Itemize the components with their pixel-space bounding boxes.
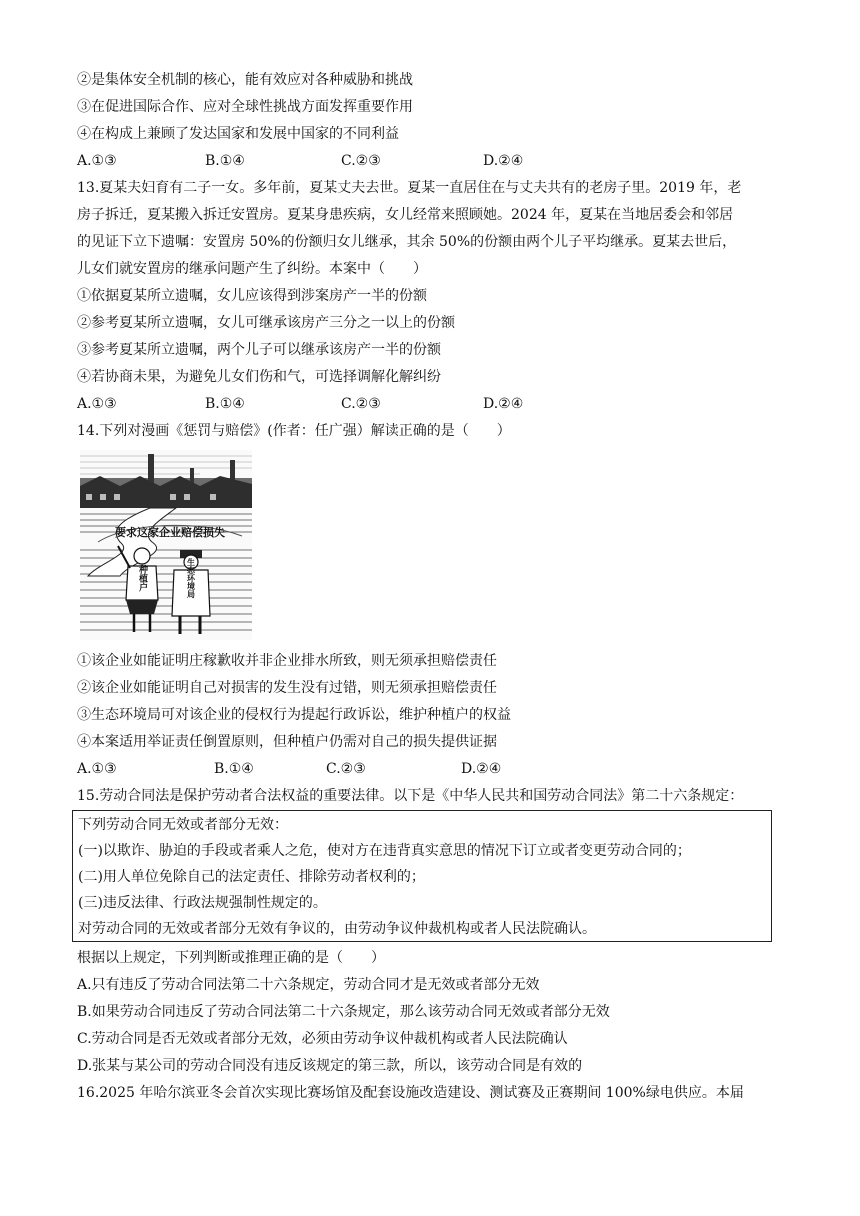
q14-stem: 14.下列对漫画《惩罚与赔偿》(作者：任广强）解读正确的是（ ） xyxy=(77,423,511,439)
q13-option-b: B.①④ xyxy=(205,396,245,412)
q12-statement-3: ③在促进国际合作、应对全球性挑战方面发挥重要作用 xyxy=(77,99,413,115)
q15-law-excerpt-box xyxy=(72,810,772,942)
law-excerpt-line: 下列劳动合同无效或者部分无效： xyxy=(78,817,288,833)
q13-option-c: C.②③ xyxy=(341,396,381,412)
q15-question: 根据以上规定，下列判断或推理正确的是（ ） xyxy=(77,950,385,966)
farmer-label: 种植户 xyxy=(137,564,147,592)
q14-statement-2: ②该企业如能证明自己对损害的发生没有过错，则无须承担赔偿责任 xyxy=(77,680,497,696)
q12-option-b: B.①④ xyxy=(205,153,245,169)
q12-option-c: C.②③ xyxy=(341,153,381,169)
q15-option-b: B.如果劳动合同违反了劳动合同法第二十六条规定，那么该劳动合同无效或者部分无效 xyxy=(77,1004,610,1020)
q12-statement-4: ④在构成上兼顾了发达国家和发展中国家的不同利益 xyxy=(77,126,399,142)
q14-statement-4: ④本案适用举证责任倒置原则，但种植户仍需对自己的损失提供证据 xyxy=(77,734,497,750)
q13-stem-line-2: 房子拆迁，夏某搬入拆迁安置房。夏某身患疾病，女儿经常来照顾她。2024 年，夏某在当地居委会和邻居 xyxy=(77,207,734,223)
q13-stem-line-4: 儿女们就安置房的继承问题产生了纠纷。本案中（ ） xyxy=(77,261,427,277)
q12-statement-2: ②是集体安全机制的核心，能有效应对各种威胁和挑战 xyxy=(77,72,413,88)
q14-cartoon xyxy=(80,450,252,640)
official-label: 生态环境局 xyxy=(186,558,196,598)
q14-option-c: C.②③ xyxy=(326,761,366,777)
q15-option-c: C.劳动合同是否无效或者部分无效，必须由劳动争议仲裁机构或者人民法院确认 xyxy=(77,1031,568,1047)
law-excerpt-line: 对劳动合同的无效或者部分无效有争议的，由劳动争议仲裁机构或者人民法院确认。 xyxy=(78,921,596,937)
q13-option-a: A.①③ xyxy=(77,396,117,412)
q14-options xyxy=(77,759,777,779)
law-excerpt-line: (二)用人单位免除自己的法定责任、排除劳动者权利的； xyxy=(78,869,425,885)
q14-option-d: D.②④ xyxy=(461,761,502,777)
q14-statement-3: ③生态环境局可对该企业的侵权行为提起行政诉讼，维护种植户的权益 xyxy=(77,707,511,723)
q13-statement-3: ③参考夏某所立遗嘱，两个儿子可以继承该房产一半的份额 xyxy=(77,342,441,358)
q12-options xyxy=(77,151,777,171)
q16-stem-line-1: 16.2025 年哈尔滨亚冬会首次实现比赛场馆及配套设施改造建设、测试赛及正赛期间 100%绿电供应。本届 xyxy=(77,1085,744,1101)
q13-statement-2: ②参考夏某所立遗嘱，女儿可继承该房产三分之一以上的份额 xyxy=(77,315,455,331)
q13-options xyxy=(77,394,777,414)
q15-option-a: A.只有违反了劳动合同法第二十六条规定，劳动合同才是无效或者部分无效 xyxy=(77,977,540,993)
q12-option-d: D.②④ xyxy=(483,153,524,169)
cartoon-banner-text: 要求这家企业赔偿损失 xyxy=(115,526,225,539)
q14-statement-1: ①该企业如能证明庄稼歉收并非企业排水所致，则无须承担赔偿责任 xyxy=(77,653,497,669)
q13-statement-4: ④若协商未果，为避免儿女们伤和气，可选择调解化解纠纷 xyxy=(77,369,441,385)
q13-stem-line-1: 13.夏某夫妇育有二子一女。多年前，夏某丈夫去世。夏某一直居住在与丈夫共有的老房子里。2019 年，老 xyxy=(77,180,742,196)
farmer-figure xyxy=(118,546,158,632)
law-excerpt-line: (一)以欺诈、胁迫的手段或者乘人之危，使对方在违背真实意思的情况下订立或者变更劳动合同的； xyxy=(78,843,691,859)
q14-option-b: B.①④ xyxy=(214,761,254,777)
q12-option-a: A.①③ xyxy=(77,153,117,169)
q15-option-d: D.张某与某公司的劳动合同没有违反该规定的第三款，所以，该劳动合同是有效的 xyxy=(77,1058,583,1074)
official-figure xyxy=(172,550,210,634)
q14-option-a: A.①③ xyxy=(77,761,117,777)
law-excerpt-line: (三)违反法律、行政法规强制性规定的。 xyxy=(78,895,327,911)
q13-statement-1: ①依据夏某所立遗嘱，女儿应该得到涉案房产一半的份额 xyxy=(77,288,427,304)
q13-option-d: D.②④ xyxy=(483,396,524,412)
q13-stem-line-3: 的见证下立下遗嘱：安置房 50%的份额归女儿继承，其余 50%的份额由两个儿子平均继承。夏某去世后， xyxy=(77,234,737,250)
q15-stem: 15.劳动合同法是保护劳动者合法权益的重要法律。以下是《中华人民共和国劳动合同法》第二十六条规定： xyxy=(77,788,744,804)
